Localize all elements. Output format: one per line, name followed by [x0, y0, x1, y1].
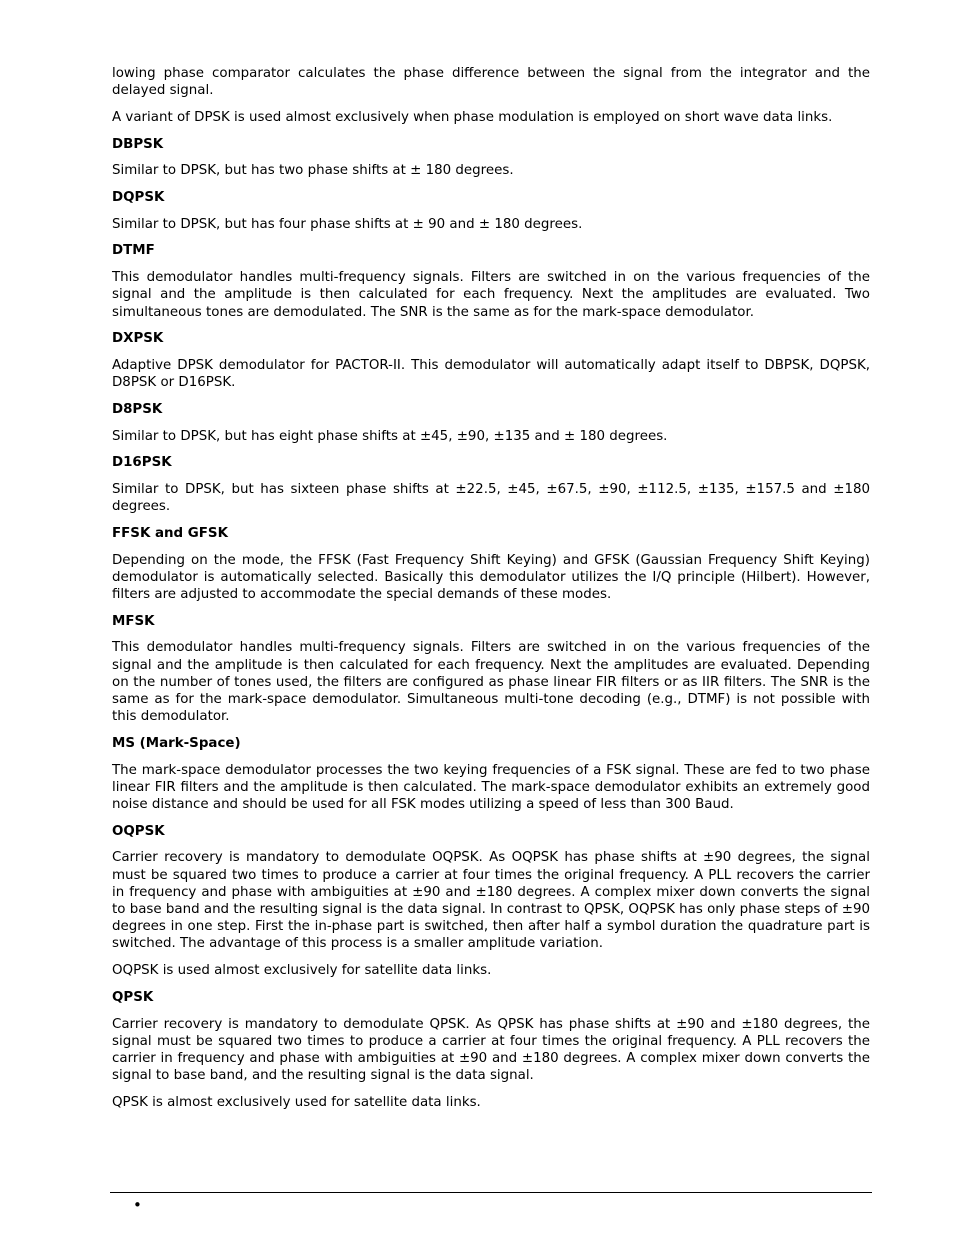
section-d16psk [112, 454, 870, 515]
section-mfsk [112, 613, 870, 726]
section-d8psk [112, 401, 870, 445]
section-heading: D16PSK [112, 455, 172, 471]
footer-divider [110, 1192, 872, 1193]
section-paragraph: This demodulator handles multi-frequency signals. Filters are switched in on the various frequencies of the signal and the amplitude is then calculated for each frequency. Next the amplitudes are evaluated. Two simultaneous tones are demodulated. The SNR is the same as for the mark-space demodulator. [112, 270, 870, 320]
section-dxpsk [112, 330, 870, 391]
section-paragraph: The mark-space demodulator processes the two keying frequencies of a FSK signal. These are fed to two phase linear FIR filters and the amplitude is then calculated. The mark-space demodulator exhibits an extremely good noise distance and should be used for all FSK modes utilizing a speed of less than 300 Baud. [112, 762, 870, 812]
section-ffsk-gfsk [112, 525, 870, 603]
section-heading: DQPSK [112, 190, 165, 206]
section-paragraph: Depending on the mode, the FFSK (Fast Frequency Shift Keying) and GFSK (Gaussian Frequency Shift Keying) demodulator is automatically selected. Basically this demodulator utilizes the I/Q principle (Hilbert). However, filters are adjusted to accommodate the special demands of these modes. [112, 552, 870, 602]
section-heading: MS (Mark-Space) [112, 735, 241, 751]
document-body [112, 65, 870, 1121]
section-mark-space [112, 735, 870, 813]
section-dqpsk [112, 189, 870, 233]
section-heading: D8PSK [112, 401, 163, 417]
section-paragraph: Similar to DPSK, but has eight phase shifts at ±45, ±90, ±135 and ± 180 degrees. [112, 428, 668, 444]
section-oqpsk [112, 823, 870, 980]
section-paragraph: Carrier recovery is mandatory to demodulate QPSK. As QPSK has phase shifts at ±90 and ±180 degrees, the signal must be squared two times to produce a carrier at four times the original frequency. A PLL recovers the carrier in frequency and phase with ambiguities at ±90 and ±180 degrees. A complex mixer down converts the signal to base band, and the resulting signal is the data signal. [112, 1016, 870, 1084]
section-paragraph: Carrier recovery is mandatory to demodulate OQPSK. As OQPSK has phase shifts at ±90 degrees, the signal must be squared two times to produce a carrier at four times the original frequency. A PLL recovers the carrier in frequency and phase with ambiguities at ±90 and ±180 degrees. A complex mixer down converts the signal to base band and the resulting signal is the data signal. In contrast to QPSK, OQPSK has only phase steps of ±90 degrees in one step. First the in-phase part is switched, then after half a symbol duration the quadrature part is switched. The advantage of this process is a smaller amplitude variation. [112, 850, 870, 952]
section-heading: OQPSK [112, 823, 165, 839]
section-heading: DXPSK [112, 331, 164, 347]
section-paragraph: This demodulator handles multi-frequency signals. Filters are switched in on the various frequencies of the signal and the amplitude is then calculated for each frequency. Next the amplitudes are evaluated. Depending on the number of tones used, the filters are configured as phase linear FIR filters or as IIR filters. The SNR is the same as for the mark-space demodulator. Simultaneous multi-tone decoding (e.g., DTMF) is not possible with this demodulator. [112, 640, 870, 725]
section-paragraph: OQPSK is used almost exclusively for satellite data links. [112, 963, 492, 979]
section-paragraph: Similar to DPSK, but has four phase shifts at ± 90 and ± 180 degrees. [112, 216, 583, 232]
section-paragraph: Adaptive DPSK demodulator for PACTOR-II. This demodulator will automatically adapt itself to DBPSK, DQPSK, D8PSK or D16PSK. [112, 357, 870, 391]
section-paragraph: Similar to DPSK, but has sixteen phase shifts at ±22.5, ±45, ±67.5, ±90, ±112.5, ±135, ±157.5 and ±180 degrees. [112, 481, 870, 515]
footer-bullet: • [133, 1196, 142, 1214]
section-heading: MFSK [112, 613, 155, 629]
intro-paragraph-2: A variant of DPSK is used almost exclusively when phase modulation is employed on short wave data links. [112, 109, 833, 125]
intro-paragraph-1: lowing phase comparator calculates the phase difference between the signal from the integrator and the delayed signal. [112, 66, 870, 99]
section-heading: QPSK [112, 989, 154, 1005]
section-qpsk [112, 989, 870, 1111]
section-heading: DTMF [112, 243, 155, 259]
section-dtmf [112, 242, 870, 320]
section-heading: FFSK and GFSK [112, 525, 228, 541]
section-paragraph: QPSK is almost exclusively used for satellite data links. [112, 1094, 481, 1110]
section-dbpsk [112, 136, 870, 180]
section-paragraph: Similar to DPSK, but has two phase shifts at ± 180 degrees. [112, 163, 514, 179]
section-heading: DBPSK [112, 136, 164, 152]
